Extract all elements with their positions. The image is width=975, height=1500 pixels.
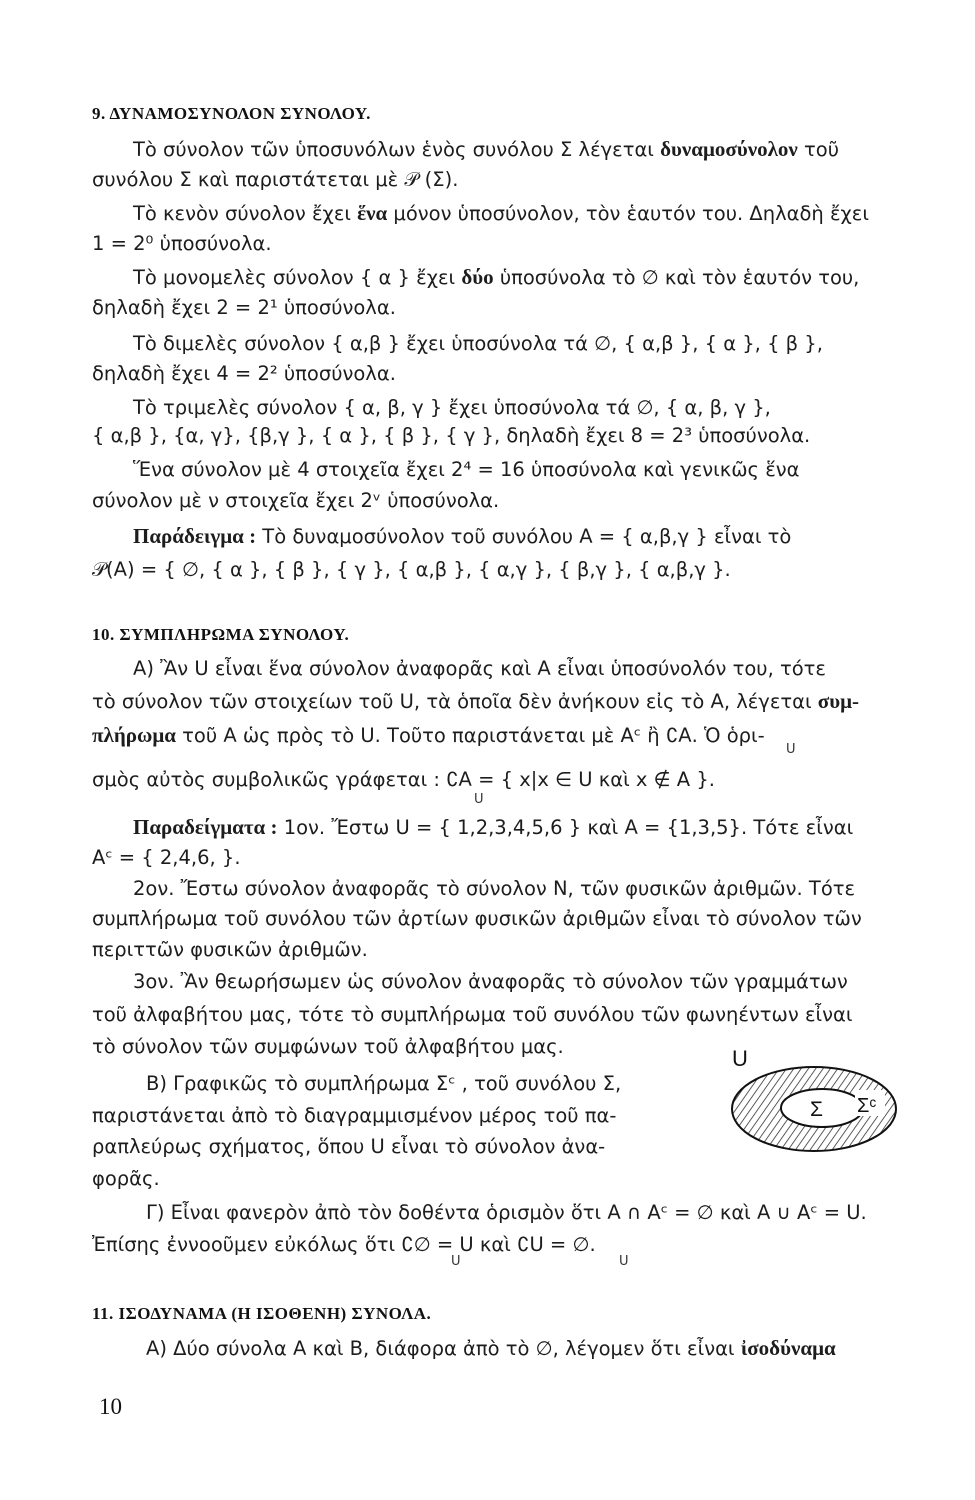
s10-example3-line2: τοῦ ἀλφαβήτου μας, τότε τὸ συμπλήρωμα τοῦ συνόλου τῶν φωνηέντων εἶναι bbox=[92, 1003, 853, 1026]
venn-label-sigma-complement: Σᶜ bbox=[857, 1095, 877, 1117]
s10-b-line4: φορᾶς. bbox=[92, 1167, 160, 1190]
s9-p5-line2: { α,β }, {α, γ}, {β,γ }, { α }, { β }, { γ }, δηλαδὴ ἔχει 8 = 2³ ὑποσύνολα. bbox=[92, 424, 811, 447]
s9-p5-line1: Τὸ τριμελὲς σύνολον { α, β, γ } ἔχει ὑποσύνολα τά ∅, { α, β, γ }, bbox=[133, 396, 771, 419]
section-9-heading: 9. ΔΥΝΑΜΟΣΥΝΟΛΟΝ ΣΥΝΟΛΟΥ. bbox=[92, 104, 371, 123]
page-number: 10 bbox=[99, 1394, 122, 1419]
s10-b-line2: παριστάνεται ἀπὸ τὸ διαγραμμισμένον μέρος τοῦ πα- bbox=[92, 1104, 617, 1127]
s9-p3-line2: δηλαδὴ ἔχει 2 = 2¹ ὑποσύνολα. bbox=[92, 296, 396, 319]
s10-a-line2: τὸ σύνολον τῶν στοιχείων τοῦ U, τὰ ὁποῖα δὲν ἀνήκουν εἰς τὸ Α, λέγεται συμ- bbox=[92, 689, 860, 713]
s10-example2-line1: 2ον. Ἔστω σύνολον ἀναφορᾶς τὸ σύνολον Ν, τῶν φυσικῶν ἀριθμῶν. Τότε bbox=[133, 877, 856, 900]
subscript-u-2: U bbox=[474, 792, 484, 807]
s10-example1-line2: Aᶜ = { 2,4,6, }. bbox=[92, 846, 241, 869]
subscript-u-1: U bbox=[786, 742, 796, 757]
s10-c-line1: Γ) Εἶναι φανερὸν ἀπὸ τὸν δοθέντα ὁρισμὸν ὅτι Α ∩ Aᶜ = ∅ καὶ Α ∪ Aᶜ = U. bbox=[146, 1201, 867, 1224]
s10-example2-line3: περιττῶν φυσικῶν ἀριθμῶν. bbox=[92, 938, 368, 961]
s10-c-line2: Ἐπίσης ἐννοοῦμεν εὐκόλως ὅτι ∁∅ = U καὶ ∁U = ∅. bbox=[92, 1233, 596, 1256]
s10-example1-line1: Παραδείγματα : 1ον. Ἔστω U = { 1,2,3,4,5,6 } καὶ Α = {1,3,5}. Τότε εἶναι bbox=[133, 815, 854, 839]
s10-a-line1: Α) Ἂν U εἶναι ἕνα σύνολον ἀναφορᾶς καὶ Α εἶναι ὑποσύνολόν του, τότε bbox=[133, 657, 826, 680]
s9-p1-line1: Τὸ σύνολον τῶν ὑποσυνόλων ἑνὸς συνόλου Σ λέγεται δυναμοσύνολον τοῦ bbox=[133, 137, 839, 161]
venn-label-sigma: Σ bbox=[810, 1098, 823, 1121]
venn-diagram bbox=[724, 1042, 944, 1162]
s9-p3-line1: Τὸ μονομελὲς σύνολον { α } ἔχει δύο ὑποσύνολα τὸ ∅ καὶ τὸν ἑαυτόν του, bbox=[133, 265, 860, 289]
s10-a-line4: σμὸς αὐτὸς συμβολικῶς γράφεται : ∁Α = { x|x ∈ U καὶ x ∉ A }. bbox=[92, 768, 715, 791]
s9-example-line2: 𝒫(Α) = { ∅, { α }, { β }, { γ }, { α,β }, { α,γ }, { β,γ }, { α,β,γ }. bbox=[92, 558, 731, 581]
s9-p2-line2: 1 = 2⁰ ὑποσύνολα. bbox=[92, 232, 272, 255]
section-11-heading: 11. ΙΣΟΔΥΝΑΜΑ (Η ΙΣΟΘΕΝΗ) ΣΥΝΟΛΑ. bbox=[92, 1304, 432, 1323]
s9-p2-line1: Τὸ κενὸν σύνολον ἔχει ἕνα μόνον ὑποσύνολον, τὸν ἑαυτόν του. Δηλαδὴ ἔχει bbox=[133, 201, 869, 225]
s9-p4-line1: Τὸ διμελὲς σύνολον { α,β } ἔχει ὑποσύνολα τά ∅, { α,β }, { α }, { β }, bbox=[133, 332, 823, 355]
s9-p1-line2: συνόλου Σ καὶ παριστάτεται μὲ 𝒫 (Σ). bbox=[92, 168, 459, 191]
s9-p4-line2: δηλαδὴ ἔχει 4 = 2² ὑποσύνολα. bbox=[92, 362, 396, 385]
s9-p6-line1: Ἕνα σύνολον μὲ 4 στοιχεῖα ἔχει 2⁴ = 16 ὑποσύνολα καὶ γενικῶς ἕνα bbox=[133, 458, 800, 481]
s11-a-line1: Α) Δύο σύνολα Α καὶ Β, διάφορα ἀπὸ τὸ ∅, λέγομεν ὅτι εἶναι ἰσοδύναμα bbox=[146, 1336, 836, 1360]
venn-label-u: U bbox=[732, 1046, 748, 1071]
s10-example3-line1: 3ον. Ἂν θεωρήσωμεν ὡς σύνολον ἀναφορᾶς τὸ σύνολον τῶν γραμμάτων bbox=[133, 970, 848, 993]
subscript-u-3: U bbox=[451, 1254, 461, 1269]
s10-b-line3: ραπλεύρως σχήματος, ὅπου U εἶναι τὸ σύνολον ἀνα- bbox=[92, 1135, 606, 1158]
s10-example3-line3: τὸ σύνολον τῶν συμφώνων τοῦ ἀλφαβήτου μας. bbox=[92, 1035, 564, 1058]
s10-example2-line2: συμπλήρωμα τοῦ συνόλου τῶν ἀρτίων φυσικῶν ἀριθμῶν εἶναι τὸ σύνολον τῶν bbox=[92, 907, 862, 930]
section-10-heading: 10. ΣΥΜΠΛΗΡΩΜΑ ΣΥΝΟΛΟΥ. bbox=[92, 625, 350, 644]
s10-a-line3: πλήρωμα τοῦ Α ὡς πρὸς τὸ U. Τοῦτο παριστάνεται μὲ Aᶜ ἢ ∁Α. Ὁ ὁρι- bbox=[92, 723, 765, 747]
s9-example-line1: Παράδειγμα : Τὸ δυναμοσύνολον τοῦ συνόλου Α = { α,β,γ } εἶναι τὸ bbox=[133, 524, 792, 548]
subscript-u-4: U bbox=[619, 1254, 629, 1269]
s10-b-line1: Β) Γραφικῶς τὸ συμπλήρωμα Σᶜ , τοῦ συνόλου Σ, bbox=[146, 1072, 622, 1095]
s9-p6-line2: σύνολον μὲ ν στοιχεῖα ἔχει 2ᵛ ὑποσύνολα. bbox=[92, 489, 500, 512]
